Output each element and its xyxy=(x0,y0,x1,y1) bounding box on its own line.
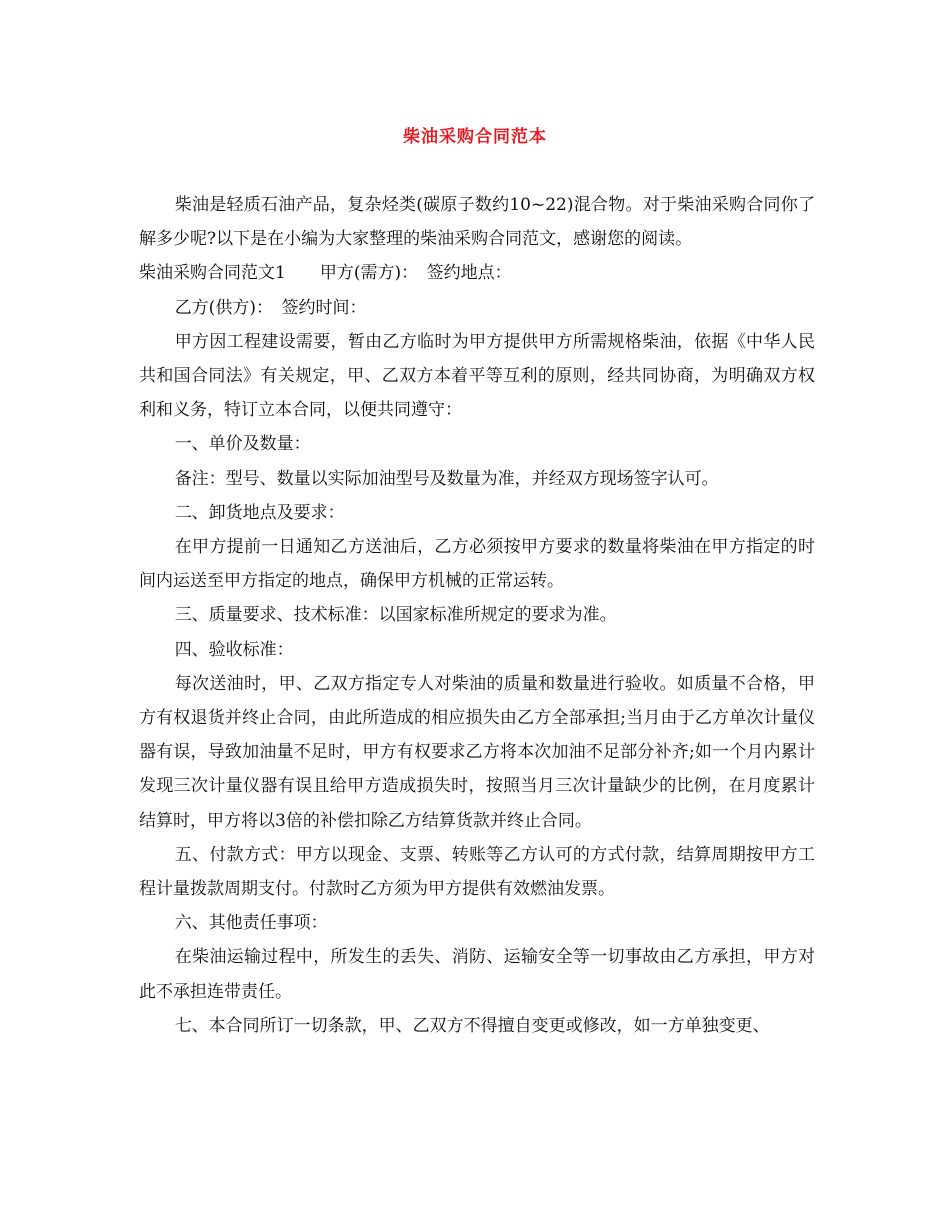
section-heading-price-quantity: 一、单价及数量： xyxy=(174,434,311,455)
section-heading-terms: 七、本合同所订一切条款，甲、乙双方不得擅自变更或修改，如一方单独变更、 xyxy=(174,1015,770,1036)
paragraph-acceptance: 每次送油时，甲、乙双方指定专人对柴油的质量和数量进行验收。如质量不合格，甲方有权退货并终止合同，由此所造成的相应损失由乙方全部承担;当月由于乙方单次计量仪器有误，导致加油量不足时，甲方有权要求乙方将本次加油不足部分补齐;如一个月内累计发现三次计量仪器有误且给甲方造成损失时，按照当月三次计量缺少的比例，在月度累计结算时，甲方将以3倍的补偿扣除乙方结算货款并终止合同。 xyxy=(139,673,815,831)
section-heading-unloading: 二、卸货地点及要求： xyxy=(174,502,345,523)
paragraph-preamble: 甲方因工程建设需要，暂由乙方临时为甲方提供甲方所需规格柴油，依据《中华人民共和国合同法》有关规定，甲、乙双方本着平等互利的原则，经共同协商，为明确双方权利和义务，特订立本合同，以便共同遵守： xyxy=(139,331,815,421)
paragraph-intro: 柴油是轻质石油产品，复杂烃类(碳原子数约10~22)混合物。对于柴油采购合同你了解多少呢?以下是在小编为大家整理的柴油采购合同范文，感谢您的阅读。 xyxy=(139,195,815,250)
document-title: 柴油采购合同范本 xyxy=(403,127,547,147)
section-heading-other-duties: 六、其他责任事项： xyxy=(174,913,328,934)
paragraph-party-b: 乙方(供方)： 签约时间： xyxy=(174,297,367,318)
section-heading-payment: 五、付款方式：甲方以现金、支票、转账等乙方认可的方式付款，结算周期按甲方工程计量拨款周期支付。付款时乙方须为甲方提供有效燃油发票。 xyxy=(139,844,815,900)
paragraph-other-duties: 在柴油运输过程中，所发生的丢失、消防、运输安全等一切事故由乙方承担，甲方对此不承担连带责任。 xyxy=(139,947,815,1002)
paragraph-contract-header: 柴油采购合同范文1 甲方(需方)： 签约地点： xyxy=(139,263,512,284)
paragraph-note: 备注：型号、数量以实际加油型号及数量为准，并经双方现场签字认可。 xyxy=(174,468,719,489)
document-body xyxy=(139,188,815,1043)
section-heading-quality: 三、质量要求、技术标准：以国家标准所规定的要求为准。 xyxy=(174,605,617,626)
paragraph-unloading: 在甲方提前一日通知乙方送油后，乙方必须按甲方要求的数量将柴油在甲方指定的时间内运送至甲方指定的地点，确保甲方机械的正常运转。 xyxy=(139,537,815,592)
section-heading-acceptance: 四、验收标准： xyxy=(174,639,294,660)
